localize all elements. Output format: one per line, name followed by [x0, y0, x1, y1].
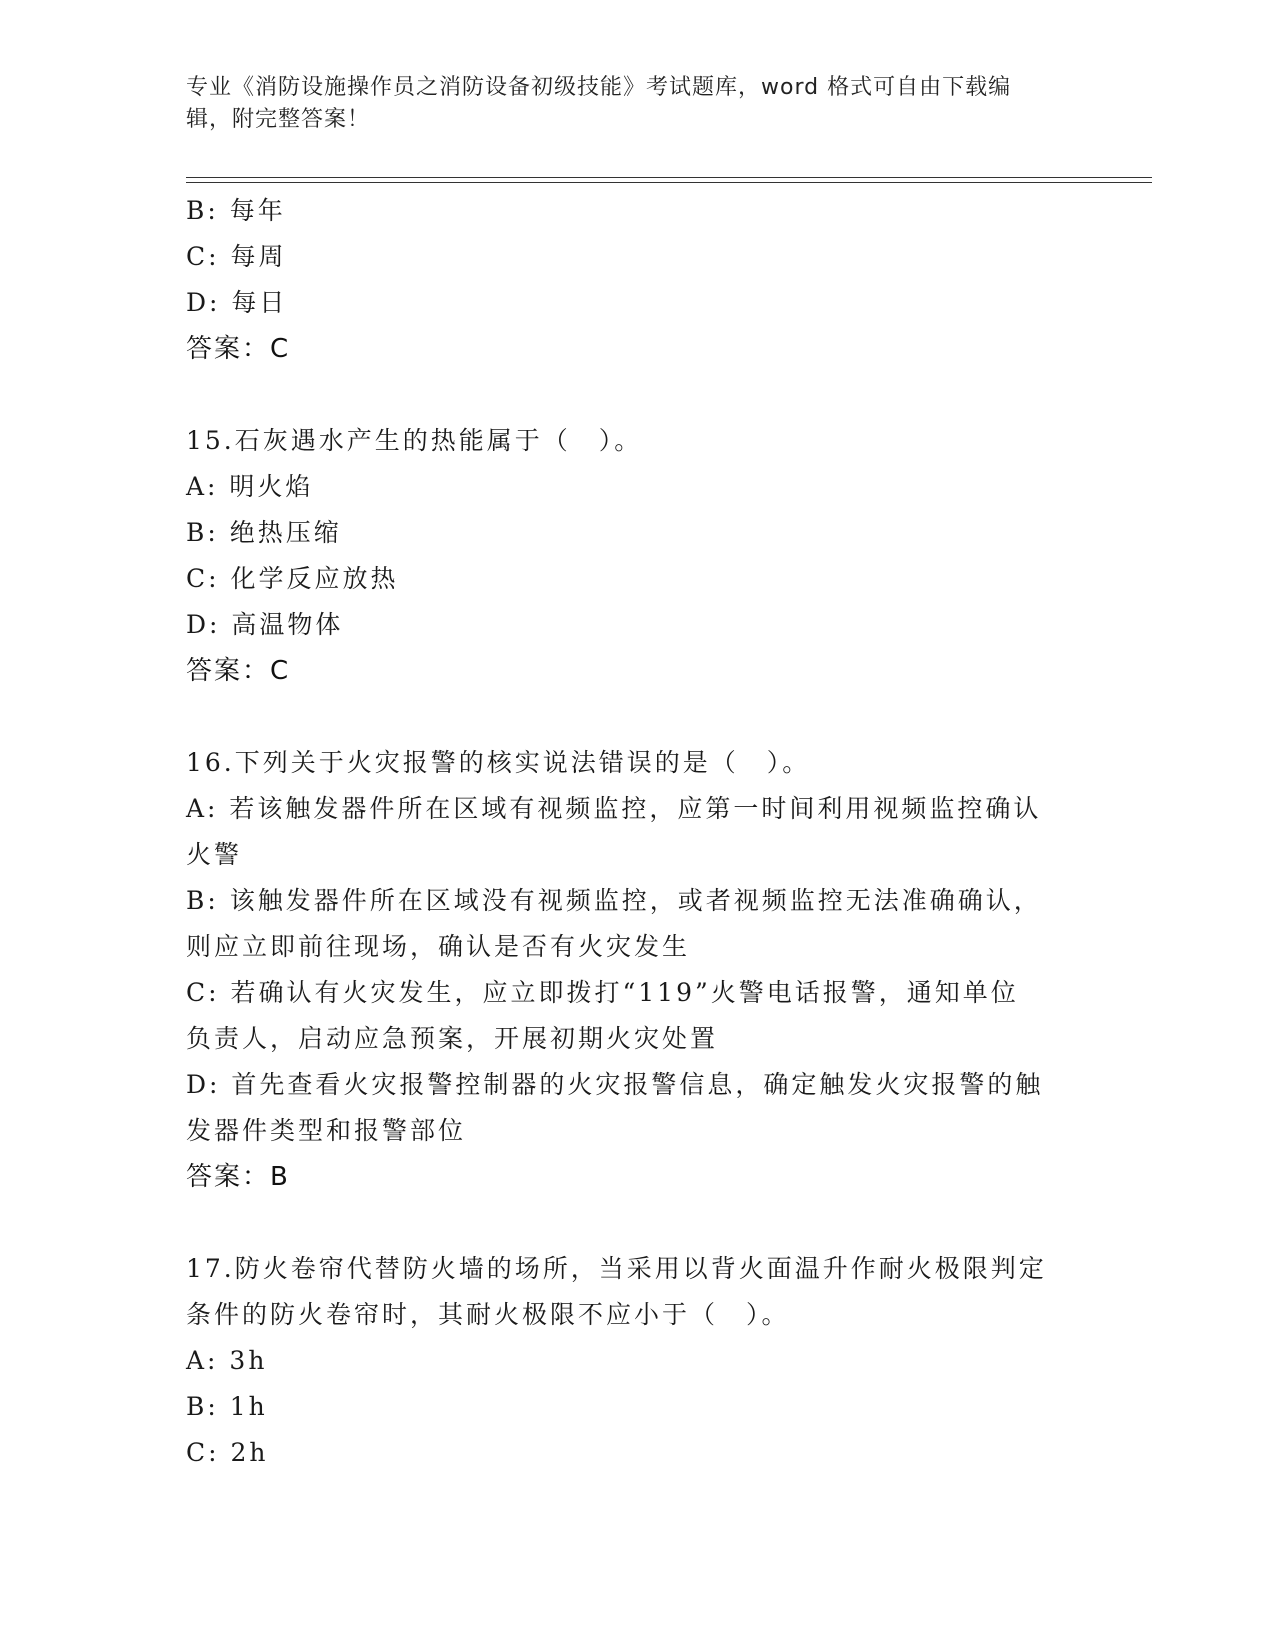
option-c-line-1: C: 若确认有火灾发生，应立即拨打“119”火警电话报警，通知单位: [186, 978, 1019, 1007]
answer-line: 答案：C: [186, 656, 291, 686]
option-b: B: 1h: [186, 1392, 268, 1421]
previous-question-block: [186, 188, 1086, 372]
question-17: [186, 1246, 1086, 1476]
header-line-2: 辑，附完整答案！: [186, 107, 371, 132]
option-c-line-2: 负责人，启动应急预案，开展初期火灾处置: [186, 1024, 719, 1053]
question-16: [186, 740, 1086, 1200]
option-c: C: 每周: [186, 242, 287, 271]
header-divider-top: [186, 177, 1152, 178]
question-stem: 15.石灰遇水产生的热能属于（ ）。: [186, 426, 643, 455]
header-divider-bottom: [186, 182, 1152, 183]
option-a: A: 3h: [186, 1346, 268, 1375]
option-d: D: 高温物体: [186, 610, 344, 639]
question-content: [186, 188, 1086, 1476]
question-stem-line-2: 条件的防火卷帘时，其耐火极限不应小于（ ）。: [186, 1300, 790, 1329]
option-b: B: 每年: [186, 196, 286, 225]
option-c: C: 2h: [186, 1438, 269, 1467]
answer-line: 答案：C: [186, 334, 291, 364]
option-d-line-1: D: 首先查看火灾报警控制器的火灾报警信息，确定触发火灾报警的触: [186, 1070, 1044, 1099]
option-b-line-2: 则应立即前往现场，确认是否有火灾发生: [186, 932, 691, 961]
option-b-line-1: B: 该触发器件所在区域没有视频监控，或者视频监控无法准确确认，: [186, 886, 1042, 915]
spacer: [186, 694, 1086, 740]
option-d-line-2: 发器件类型和报警部位: [186, 1116, 467, 1145]
header-line-1: 专业《消防设施操作员之消防设备初级技能》考试题库，word 格式可自由下载编: [186, 75, 1012, 100]
document-header: [186, 72, 1086, 136]
question-15: [186, 418, 1086, 694]
question-stem-line-1: 17.防火卷帘代替防火墙的场所，当采用以背火面温升作耐火极限判定: [186, 1254, 1047, 1283]
spacer: [186, 1200, 1086, 1246]
option-a-line-2: 火警: [186, 840, 243, 869]
option-c: C: 化学反应放热: [186, 564, 399, 593]
option-b: B: 绝热压缩: [186, 518, 342, 547]
option-a: A: 明火焰: [186, 472, 314, 501]
option-a-line-1: A: 若该触发器件所在区域有视频监控，应第一时间利用视频监控确认: [186, 794, 1042, 823]
question-stem: 16.下列关于火灾报警的核实说法错误的是（ ）。: [186, 748, 811, 777]
option-d: D: 每日: [186, 288, 288, 317]
answer-line: 答案：B: [186, 1162, 290, 1192]
spacer: [186, 372, 1086, 418]
